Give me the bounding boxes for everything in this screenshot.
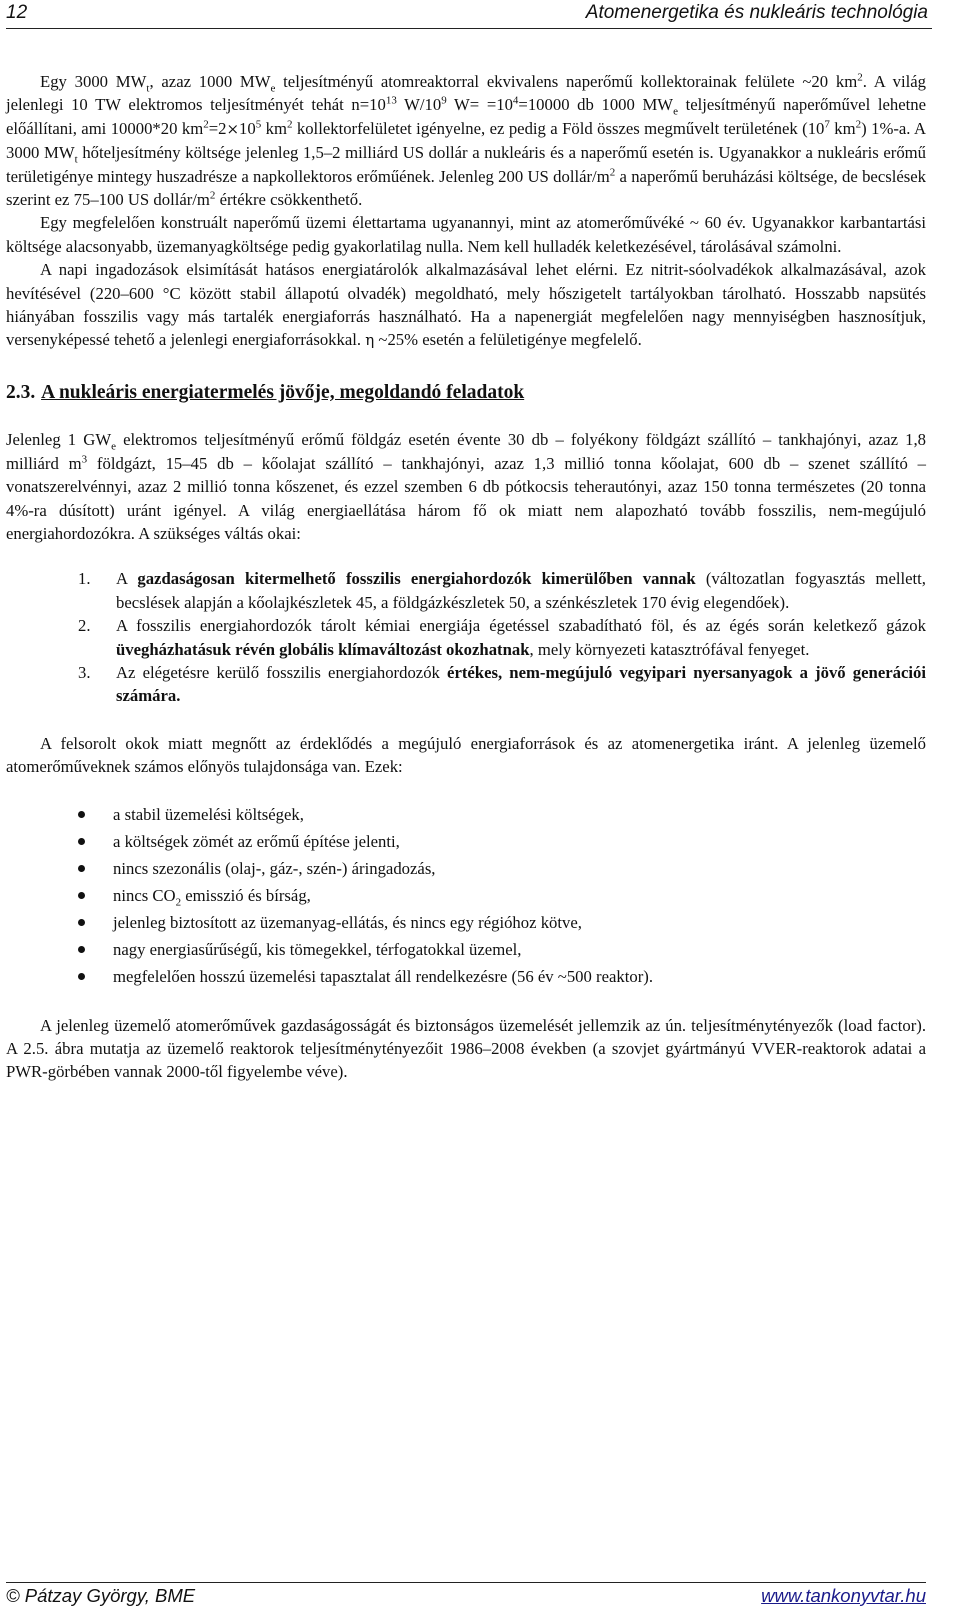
section-number: 2.3. (6, 381, 36, 403)
book-title: Atomenergetika és nukleáris technológia (585, 2, 928, 23)
website-link[interactable]: www.tankonyvtar.hu (761, 1585, 926, 1606)
author-credit: © Pátzay György, BME (6, 1585, 196, 1606)
bullet-icon (78, 919, 85, 926)
advantage-item: a költségek zömét az erőmű építése jelenti, (6, 828, 926, 855)
bullet-icon (78, 946, 85, 953)
reasons-list (6, 567, 926, 707)
paragraph-fuel-requirements: Jelenleg 1 $GW_e$ elektromos teljesítményű erőmű földgáz esetén évente 30 db – folyékony földgázt szállító – tankhajónyi, azaz 1,8 milliárd $m^3$ földgázt, 15–45 db – kőolajat szállító – tankhajónyi, azaz 1,3 millió tonna kőolajat, 600 db – szenet szállító – vonatszerelvénnyi, azaz 2 millió tonna kőszenet, és ezzel szemben 6 db pótkocsis teherautónyi, azaz 150 tonna természetes (20 tonna 4%-ra dúsított) uránt igényel. A világ energiaellátása három fő ok miatt nem alapozható tovább fosszilis, nem-megújuló energiahordozókra. A szükséges váltás okai: (6, 430, 926, 543)
bullet-icon (78, 973, 85, 980)
paragraph-solar-equivalence: Egy 3000 $MW_t$, azaz 1000 $MW_e$ teljesítményű atomreaktorral ekvivalens naperőmű kollektorainak felülete ~20 $km^2$. A világ jelenlegi 10 TW elektromos teljesítményét tehát $n=10^{13}$ $W/10^9$ $W= =10^4=10000$ db 1000 $MW_e$ teljesítményű naperőművel lehetne előállítani, ami 10000*20 $km^2=2\times 10^5$ $km^2$ kollektorfelületet igényelne, ez pedig a Föld összes megművelt területének ($10^7$ $km^2$) 1%-a. A 3000 $MW_t$ hőteljesítmény költsége jelenleg 1,5–2 milliárd US dollár a nukleáris és a naperőmű esetén is. Ugyanakkor a nukleáris erőmű területigénye mintegy huszadrésze a napkollektoros erőműének. Jelenleg 200 US dollár/$m^2$ a naperőmű beruházási költsége, de becslések szerint ez 75–100 US dollár/$m^2$ értékre csökkenthető. (6, 71, 927, 210)
advantage-item: jelenleg biztosított az üzemanyag-ellátás, és nincs egy régióhoz kötve, (6, 909, 926, 936)
body-text (6, 70, 926, 1084)
section-title: A nukleáris energiatermelés jövője, megoldandó feladatok (41, 381, 525, 403)
reason-item-1: 1. A gazdaságosan kitermelhető fosszilis energiahordozók kimerülőben vannak (változatlan fogyasztás mellett, becslések alapján a kőolajkészletek 45, a földgázkészletek 50, a szénkészletek 170 évig elegendőek). (78, 569, 926, 612)
bullet-icon (78, 892, 85, 899)
bullet-icon (78, 865, 85, 872)
section-heading (6, 381, 926, 404)
running-footer (6, 1582, 926, 1609)
reason-item-3: 3. Az elégetésre kerülő fosszilis energiahordozók értékes, nem-megújuló vegyipari nyersanyagok a jövő generációi számára. (78, 662, 926, 706)
advantage-item: nincs szezonális (olaj-, gáz-, szén-) áringadozás, (6, 855, 926, 882)
advantage-item: megfelelően hosszú üzemelési tapasztalat áll rendelkezésre (56 év ~500 reaktor). (6, 963, 926, 990)
page-number: 12 (6, 2, 28, 23)
bullet-icon (78, 838, 85, 845)
advantage-item: nagy energiasűrűségű, kis tömegekkel, térfogatokkal üzemel, (6, 936, 926, 963)
reason-item-2: 2. A fosszilis energiahordozók tárolt kémiai energiája égetéssel szabadítható föl, és az égés során keletkező gázok üvegházhatásuk révén globális klímaváltozást okozhatnak, mely környezeti katasztrófával fenyeget. (78, 616, 926, 659)
paragraph-renewable-interest: A felsorolt okok miatt megnőtt az érdeklődés a megújuló energiaforrások és az atomenergetika iránt. A jelenleg üzemelő atomerőműveknek számos előnyös tulajdonsága van. Ezek: (6, 733, 926, 777)
paragraph-energy-storage: A napi ingadozások elsimítását hatásos energiatárolók alkalmazásával lehet elérni. Ez nitrit-sóolvadékok alkalmazásával, azok hevítésével (220–600 °C között stabil állapotú olvadék) megoldható, mely hőszigetelt tartályokban tárolható. Hosszabb napsütés hiányában fosszilis vagy más tartalék energiaforrás használható. Ha a napenergiát megfelelően nagy mennyiségben hasznosítjuk, versenyképessé tehető a jelenlegi energiaforrásokkal. η ~25% esetén a felületigénye megfelelő. (6, 260, 926, 350)
paragraph-load-factor: A jelenleg üzemelő atomerőművek gazdaságosságát és biztonságos üzemelését jellemzik az ún. teljesítménytényezők (load factor). A 2.5. ábra mutatja az üzemelő reaktorok teljesítménytényezőit 1986–2008 években (a szovjet gyártmányú VVER-reaktorok adatai a PWR-görbében vannak 2000-től figyelembe véve). (6, 1015, 926, 1082)
advantage-item: nincs $CO_2$ emisszió és bírság, (6, 882, 926, 909)
running-header (6, 2, 932, 29)
bullet-icon (78, 811, 85, 818)
advantages-list (6, 801, 926, 990)
paragraph-solar-lifetime: Egy megfelelően konstruált naperőmű üzemi élettartama ugyanannyi, mint az atomerőművéké ~ 60 év. Ugyanakkor karbantartási költsége alacsonyabb, üzemanyagköltsége pedig gyakorlatilag nulla. Nem kell hulladék keletkezésével, tárolásával számolni. (6, 213, 926, 256)
advantage-item: a stabil üzemelési költségek, (6, 801, 926, 828)
